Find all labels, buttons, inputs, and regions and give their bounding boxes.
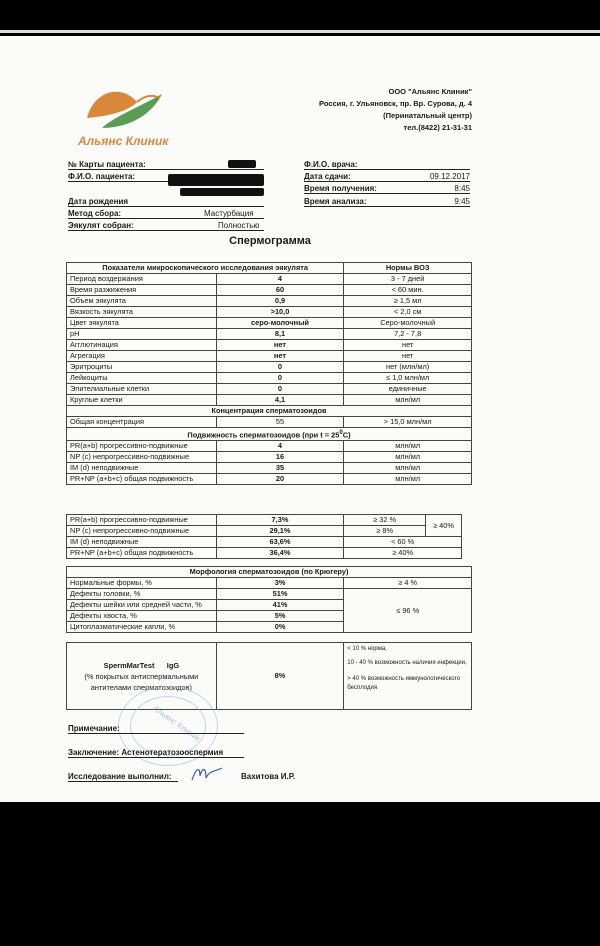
table-row — [67, 384, 472, 395]
date-value: 09.12.2017 — [429, 172, 470, 181]
address-line: Россия, г. Ульяновск, пр. Вр. Сурова, д. 4 — [319, 99, 472, 108]
table-row — [67, 285, 472, 296]
combined-norm: ≥ 40% — [426, 515, 462, 537]
row-value: 63,6% — [216, 537, 344, 548]
table-row — [67, 515, 462, 526]
motility-header-text: Подвижность сперматозоидов (при t = 25 — [187, 430, 340, 440]
row-norm: млн/мл — [344, 395, 472, 406]
row-name: Эритроциты — [67, 362, 217, 373]
row-name: Дефекты головки, % — [67, 589, 217, 600]
row-name: NP (c) непрогрессивно-подвижные — [67, 452, 217, 463]
row-name: Круглые клетки — [67, 395, 217, 406]
row-norm: < 60 % — [344, 537, 462, 548]
doctor-name-row — [304, 160, 470, 170]
row-norm: млн/мл — [344, 474, 472, 485]
method-label: Метод сбора: — [68, 209, 122, 218]
conclusion-row — [68, 748, 244, 758]
row-value: 4 — [216, 274, 344, 285]
received-value: 8:45 — [454, 184, 470, 193]
row-name: PR+NP (a+b+c) общая подвижность — [67, 548, 217, 559]
row-name: Объем эякулята — [67, 296, 217, 307]
row-name: NP (c) непрогрессивно-подвижные — [67, 526, 217, 537]
table-row — [67, 589, 472, 600]
table-row — [67, 296, 472, 307]
table-row — [67, 395, 472, 406]
redaction-bar — [168, 174, 264, 186]
row-value: нет — [216, 340, 344, 351]
morph-header: Морфология сперматозоидов (по Крюгеру) — [67, 567, 472, 578]
row-value: 4 — [216, 441, 344, 452]
conc-value: 55 — [216, 417, 344, 428]
row-norm: нет (млн/мл) — [344, 362, 472, 373]
row-norm: млн/мл — [344, 463, 472, 474]
row-norm: ≥ 32 % — [344, 515, 426, 526]
method-row — [68, 209, 264, 219]
birth-date-row — [68, 197, 264, 207]
table-row — [67, 548, 462, 559]
smt-row — [67, 643, 472, 710]
table-row — [67, 417, 472, 428]
smt-title-line — [70, 660, 213, 671]
motility-pct-table — [66, 514, 462, 559]
row-norm: млн/мл — [344, 441, 472, 452]
row-value: 0,9 — [216, 296, 344, 307]
row-norm: Серо-молочный — [344, 318, 472, 329]
row-norm: ≥ 40% — [344, 548, 462, 559]
row-value: 3% — [216, 578, 344, 589]
table-row — [67, 441, 472, 452]
row-value: 51% — [216, 589, 344, 600]
row-name: pH — [67, 329, 217, 340]
conclusion-value: Астенотератозооспермия — [121, 748, 224, 757]
row-name: Эпителиальные клетки — [67, 384, 217, 395]
smt-norm-2: 10 - 40 % возможность наличия инфекции, — [347, 660, 467, 666]
row-norm: нет — [344, 351, 472, 362]
row-name: Цвет эякулята — [67, 318, 217, 329]
row-norm: млн/мл — [344, 452, 472, 463]
table-row — [67, 307, 472, 318]
table-row — [67, 329, 472, 340]
motility-header-sup: 0 — [339, 429, 343, 436]
row-value: 29,1% — [216, 526, 344, 537]
row-name: Время разжижения — [67, 285, 217, 296]
redaction-bar — [228, 160, 256, 168]
page-title: Спермограмма — [229, 235, 311, 247]
analysis-label: Время анализа: — [304, 197, 367, 206]
collected-value: Полностью — [218, 221, 260, 230]
clinic-name: Альянс Клиник — [78, 134, 169, 148]
conc-name: Общая концентрация — [67, 417, 217, 428]
signature-icon — [190, 764, 224, 784]
row-norm: 3 - 7 дней — [344, 274, 472, 285]
row-name: PR(a+b) прогрессивно-подвижные — [67, 515, 217, 526]
top-edge-line — [0, 30, 600, 33]
row-value: 0 — [216, 362, 344, 373]
section-header-row — [67, 428, 472, 441]
table-row — [67, 474, 472, 485]
row-value: 5% — [216, 611, 344, 622]
row-norm: 7,2 - 7,8 — [344, 329, 472, 340]
table-row — [67, 274, 472, 285]
received-label: Время получения: — [304, 184, 377, 193]
smt-name: SpermMarTest — [103, 660, 155, 670]
row-value: 8,1 — [216, 329, 344, 340]
row-value: 41% — [216, 600, 344, 611]
row-name: Дефекты хвоста, % — [67, 611, 217, 622]
row-value: 35 — [216, 463, 344, 474]
row-value: 0% — [216, 622, 344, 633]
table-row — [67, 340, 472, 351]
table-row — [67, 351, 472, 362]
notes-row — [68, 724, 244, 734]
conc-header: Концентрация сперматозоидов — [67, 406, 472, 417]
table-row — [67, 526, 462, 537]
stamp-text: Альянс Клиник — [151, 703, 202, 744]
row-value: 0 — [216, 373, 344, 384]
row-value: 60 — [216, 285, 344, 296]
motility-header-end: С) — [342, 430, 351, 440]
row-name: PR(a+b) прогрессивно-подвижные — [67, 441, 217, 452]
micro-table — [66, 262, 472, 485]
method-value: Мастурбация — [204, 209, 254, 218]
received-row — [304, 184, 470, 194]
table-row — [67, 578, 472, 589]
row-name: Период воздержания — [67, 274, 217, 285]
row-value: >10,0 — [216, 307, 344, 318]
conclusion-label: Заключение: — [68, 748, 120, 757]
performer-name: Вахитова И.Р. — [241, 772, 296, 781]
row-norm: ≤ 1,0 млн/мл — [344, 373, 472, 384]
row-name: Лейкоциты — [67, 373, 217, 384]
row-name: IM (d) неподвижные — [67, 463, 217, 474]
row-name: Нормальные формы, % — [67, 578, 217, 589]
table-row — [67, 362, 472, 373]
norm-normal: ≥ 4 % — [344, 578, 472, 589]
section-header-row — [67, 406, 472, 417]
table-row — [67, 452, 472, 463]
analysis-value: 9:45 — [454, 197, 470, 206]
row-name: Агглютинация — [67, 340, 217, 351]
row-name: Дефекты шейки или средней части, % — [67, 600, 217, 611]
analysis-row — [304, 197, 470, 207]
row-norm: ≥ 1,5 мл — [344, 296, 472, 307]
smt-norm-cell — [344, 643, 472, 710]
notes-label: Примечание: — [68, 724, 120, 733]
row-name: IM (d) неподвижные — [67, 537, 217, 548]
table-row — [67, 537, 462, 548]
date-row — [304, 172, 470, 182]
doctor-name-label: Ф.И.О. врача: — [304, 160, 358, 169]
row-value: 16 — [216, 452, 344, 463]
table-row — [67, 463, 472, 474]
patient-name-label: Ф.И.О. пациента: — [68, 172, 136, 181]
table-row — [67, 373, 472, 384]
row-value: нет — [216, 351, 344, 362]
performer-row — [68, 772, 178, 781]
date-label: Дата сдачи: — [304, 172, 351, 181]
row-value: 36,4% — [216, 548, 344, 559]
smt-table — [66, 642, 472, 710]
row-norm: нет — [344, 340, 472, 351]
smt-type: IgG — [166, 660, 180, 670]
section-header-row — [67, 567, 472, 578]
row-norm: < 60 мин. — [344, 285, 472, 296]
card-number-label: № Карты пациента: — [68, 160, 146, 169]
address-line: ООО "Альянс Клиник" — [388, 87, 472, 96]
row-value: серо-молочный — [216, 318, 344, 329]
smt-norm-3: > 40 % возможность иммунологического бесплодия — [347, 676, 461, 691]
norm-defects: ≤ 96 % — [344, 589, 472, 633]
collected-label: Эякулят собран: — [68, 221, 134, 230]
redaction-bar — [180, 188, 264, 196]
smt-norm-1: < 10 % норма, — [347, 646, 387, 652]
address-line: (Перинатальный центр) — [383, 111, 472, 120]
row-norm: < 2,0 см — [344, 307, 472, 318]
birth-date-label: Дата рождения — [68, 197, 129, 206]
row-value: 7,3% — [216, 515, 344, 526]
table-header-left: Показатели микроскопического исследования эякулята — [67, 263, 344, 274]
address-line: тел.(8422) 21-31-31 — [403, 123, 472, 132]
row-value: 0 — [216, 384, 344, 395]
row-name: PR+NP (a+b+c) общая подвижность — [67, 474, 217, 485]
row-name: Цитоплазматические капли, % — [67, 622, 217, 633]
smt-desc: (% покрытых антиспермальными антителами сперматозоидов) — [84, 671, 199, 692]
clinic-address — [319, 86, 472, 134]
row-value: 20 — [216, 474, 344, 485]
row-norm: единичные — [344, 384, 472, 395]
table-header-row — [67, 263, 472, 274]
row-value: 4,1 — [216, 395, 344, 406]
row-name: Вязкость эякулята — [67, 307, 217, 318]
table-header-right: Нормы ВОЗ — [344, 263, 472, 274]
conc-norm: > 15,0 млн/мл — [344, 417, 472, 428]
smt-value: 8% — [216, 643, 344, 710]
performer-label: Исследование выполнил: — [68, 772, 178, 782]
collected-row — [68, 221, 264, 231]
row-name: Агрегация — [67, 351, 217, 362]
motility-header — [67, 428, 472, 441]
table-row — [67, 318, 472, 329]
morph-table — [66, 566, 472, 633]
row-norm: ≥ 8% — [344, 526, 426, 537]
